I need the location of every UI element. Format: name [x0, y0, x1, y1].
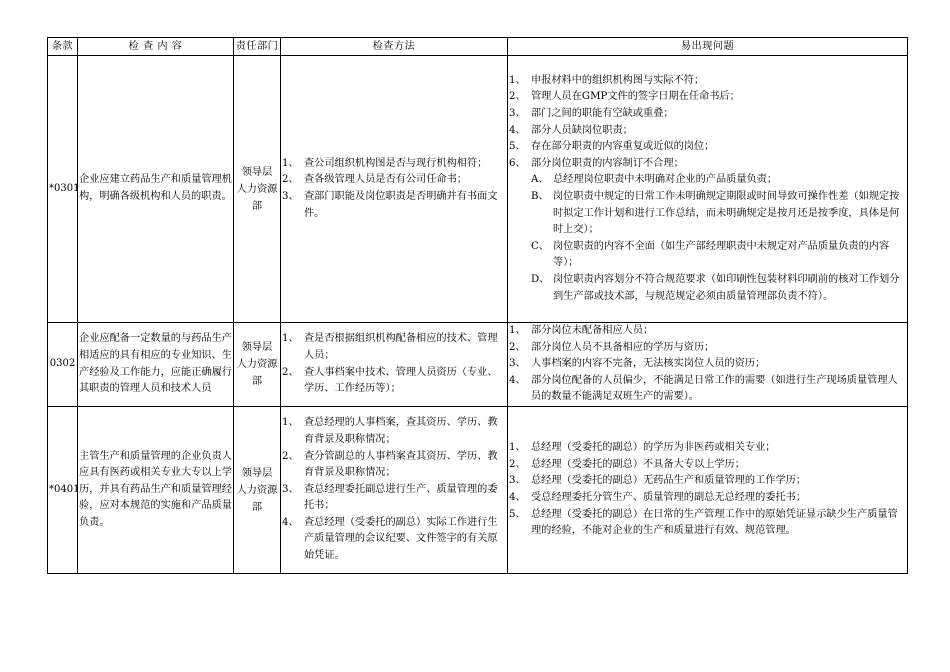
- method-item: 2、 查各级管理人员是否有公司任命书；: [282, 174, 467, 186]
- clause-code: *0401: [48, 407, 78, 574]
- check-content: 企业应建立药品生产和质量管理机构，明确各级机构和人员的职责。: [78, 56, 234, 323]
- header-row: [48, 38, 908, 56]
- gmp-inspection-table: [47, 37, 908, 574]
- problem-item: 3、 人事档案的内容不完备，无法核实岗位人员的资历；: [509, 358, 766, 370]
- header-dept: 责任部门: [234, 38, 281, 56]
- problem-item: 1、 部分岗位未配备相应人员；: [509, 325, 654, 337]
- method-item: 1、 查是否根据组织机构配备相应的技术、管理人员；: [282, 333, 498, 361]
- dept-line: 领导层: [241, 166, 273, 178]
- method-item: 2、 查分管副总的人事档案查其资历、学历、教育背景及职称情况；: [282, 450, 498, 479]
- method-item: 1、 查公司组织机构图是否与现行机构相符；: [282, 157, 488, 169]
- problem-subitem: A、 总经理岗位职责中未明确对企业的产品质量负责；: [531, 174, 778, 186]
- responsible-dept: [234, 56, 281, 323]
- problem-item: 3、 总经理（受委托的副总）无药品生产和质量管理的工作学历；: [509, 475, 807, 487]
- problem-subitem: C、 岗位职责的内容不全面（如生产部经理职责中未规定对产品质量负责的内容等）；: [531, 240, 890, 269]
- check-method: [281, 323, 508, 407]
- responsible-dept: [234, 407, 281, 574]
- method-item: 3、 查总经理委托副总进行生产、质量管理的委托书；: [282, 483, 498, 512]
- table-row: [48, 323, 908, 407]
- common-problems: [508, 323, 908, 407]
- table-row: [48, 56, 908, 323]
- problem-item: 5、 存在部分职责的内容重复或近似的岗位；: [509, 141, 715, 153]
- method-item: 2、 查人事档案中技术、管理人员资历（专业、学历、工作经历等）；: [282, 366, 498, 395]
- header-problems: 易出现问题: [508, 38, 908, 56]
- dept-line: 人力资源部: [236, 183, 278, 212]
- header-code: 条款: [48, 38, 78, 56]
- table-row: [48, 407, 908, 574]
- problem-item: 1、 申报材料中的组织机构图与实际不符；: [509, 74, 705, 86]
- problem-item: 1、 总经理（受委托的副总）的学历为非医药或相关专业；: [509, 442, 776, 454]
- clause-code: 0302: [48, 323, 78, 407]
- problem-item: 4、 部分岗位配备的人员偏少，不能满足日常工作的需要（如进行生产现场质量管理人员的数量不能满足双班生产的需要）。: [509, 374, 898, 403]
- problem-item: 2、 管理人员在GMP文件的签字日期在任命书后；: [509, 91, 740, 103]
- method-item: 4、 查总经理（受委托的副总）实际工作进行生产质量管理的会议纪要、文件签字的有关原始凭证。: [282, 516, 498, 562]
- problem-item: 4、 受总经理委托分管生产、质量管理的副总无总经理的委托书；: [509, 492, 807, 503]
- common-problems: [508, 56, 908, 323]
- check-content: 主管生产和质量管理的企业负责人应具有医药或相关专业大专以上学历，并具有药品生产和质量管理经验，应对本规范的实施和产品质量负责。: [78, 407, 234, 574]
- header-content: 检 查 内 容: [78, 38, 234, 56]
- dept-line: 领导层: [241, 342, 273, 353]
- problem-item: 2、 总经理（受委托的副总）不具备大专以上学历；: [509, 458, 745, 470]
- method-item: 3、 查部门职能及岗位职责是否明确并有书面文件。: [282, 191, 498, 219]
- problem-subitem: D、 岗位职责内容划分不符合规范要求（如印刷性包装材料印刷前的核对工作划分到生产部或技术部，与规范规定必须由质量管理部负责不符）。: [531, 273, 900, 302]
- clause-code: *0301: [48, 56, 78, 323]
- check-content: 企业应配备一定数量的与药品生产相适应的具有相应的专业知识、生产经验及工作能力，应能正确履行其职责的管理人员和技术人员: [78, 323, 234, 407]
- check-method: [281, 407, 508, 574]
- problem-item: 4、 部分人员缺岗位职责；: [509, 124, 633, 136]
- dept-line: 人力资源部: [236, 484, 278, 513]
- dept-line: 领导层: [241, 467, 273, 479]
- dept-line: 人力资源部: [236, 359, 278, 387]
- method-item: 1、 查总经理的人事档案，查其资历、学历、教育背景及职称情况；: [282, 417, 498, 445]
- header-method: 检查方法: [281, 38, 508, 56]
- common-problems: [508, 407, 908, 574]
- problem-item: 2、 部分岗位人员不具备相应的学历与资历；: [509, 341, 715, 353]
- problem-subitem: B、 岗位职责中规定的日常工作未明确规定期限或时间导致可操作性差（如规定按时拟定工作计划和进行工作总结，而未明确规定是按月还是按季度，具体是何时上交）；: [531, 191, 900, 236]
- problem-item: 6、 部分岗位职责的内容制订不合理；: [509, 157, 684, 169]
- problem-item: 5、 总经理（受委托的副总）在日常的生产管理工作中的原始凭证显示缺少生产质量管理的经验，不能对企业的生产和质量进行有效、规范管理。: [509, 508, 898, 537]
- problem-item: 3、 部门之间的职能有空缺或重叠；: [509, 108, 674, 120]
- responsible-dept: [234, 323, 281, 407]
- check-method: [281, 56, 508, 323]
